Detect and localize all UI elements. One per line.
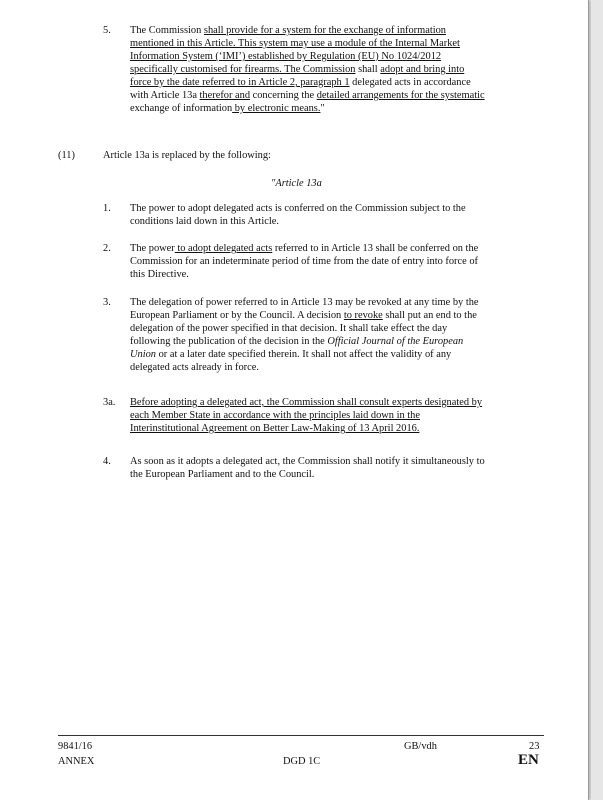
para-5-line-6: with Article 13a therefor and concerning the detailed arrangements for the systematic: [130, 90, 485, 101]
para-3a-number: 3a.: [103, 397, 116, 408]
para-5-line-2: mentioned in this Article. This system may use a module of the Internal Market: [130, 38, 460, 49]
para-3-line-6: delegated acts already in force.: [130, 362, 259, 373]
footer-page-number: 23: [529, 741, 540, 752]
footer-divider: [58, 735, 544, 736]
para-5-line-3: Information System (‘IMI’) established by Regulation (EU) No 1024/2012: [130, 51, 442, 62]
para-2-line-2: Commission for an indeterminate period of time from the date of entry into force of: [130, 256, 478, 267]
para-1-number: 1.: [103, 203, 111, 214]
para-3-line-4: following the publication of the decision in the Official Journal of the European: [130, 336, 464, 347]
para-4-line-2: the European Parliament and to the Council.: [130, 469, 315, 480]
para-5-line-5: force by the date referred to in Article 2, paragraph 1 delegated acts in accordance: [130, 77, 471, 88]
para-5-line-4: specifically customised for firearms. The Commission shall adopt and bring into: [130, 64, 465, 75]
item-11-number: (11): [58, 150, 75, 161]
para-4-number: 4.: [103, 456, 111, 467]
para-4-line-1: As soon as it adopts a delegated act, the Commission shall notify it simultaneously to: [130, 456, 485, 467]
para-1-line-2: conditions laid down in this Article.: [130, 216, 279, 227]
para-2-line-1: The power to adopt delegated acts referred to in Article 13 shall be conferred on the: [130, 243, 479, 254]
footer-initials: GB/vdh: [404, 741, 437, 752]
para-5-line-1: The Commission shall provide for a system for the exchange of information: [130, 25, 446, 36]
para-3-line-5: Union or at a later date specified therein. It shall not affect the validity of any: [130, 349, 452, 360]
footer-doc-number: 9841/16: [58, 741, 93, 752]
article-13a-heading: "Article 13a: [271, 178, 322, 189]
para-5-line-7: exchange of information by electronic means.": [130, 103, 325, 114]
para-5-number: 5.: [103, 25, 111, 36]
para-3-number: 3.: [103, 297, 111, 308]
footer-dgd: DGD 1C: [283, 756, 321, 767]
para-1-line-1: The power to adopt delegated acts is conferred on the Commission subject to the: [130, 203, 466, 214]
para-3a-line-2: each Member State in accordance with the principles laid down in the: [130, 410, 420, 421]
footer-language-code: EN: [518, 752, 539, 768]
para-3-line-1: The delegation of power referred to in Article 13 may be revoked at any time by the: [130, 297, 479, 308]
footer-annex: ANNEX: [58, 756, 95, 767]
viewer-background-strip: [591, 0, 603, 800]
para-3a-line-3: Interinstitutional Agreement on Better Law-Making of 13 April 2016.: [130, 423, 420, 434]
item-11-intro: Article 13a is replaced by the following:: [103, 150, 271, 161]
para-2-number: 2.: [103, 243, 111, 254]
para-3-line-3: delegation of the power specified in that decision. It shall take effect the day: [130, 323, 448, 334]
para-3a-line-1: Before adopting a delegated act, the Commission shall consult experts designated by: [130, 397, 483, 408]
para-2-line-3: this Directive.: [130, 269, 189, 280]
para-3-line-2: European Parliament or by the Council. A decision to revoke shall put an end to the: [130, 310, 477, 321]
